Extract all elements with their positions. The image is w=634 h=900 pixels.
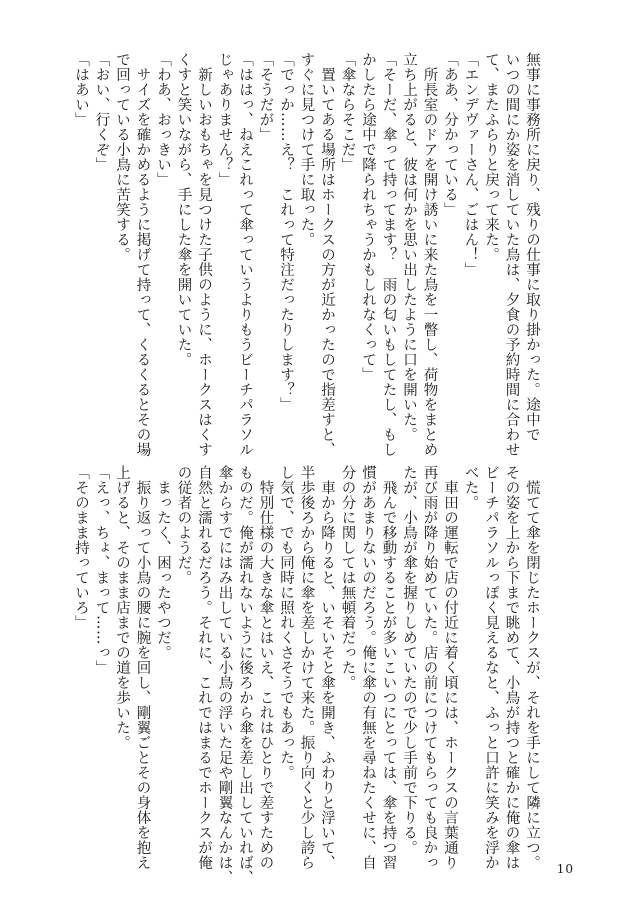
text-line: で回っている小鳥に苦笑する。 <box>114 52 130 262</box>
text-line: 立ち上がると、彼は何かを思い出したように口を開いた。 <box>401 52 417 442</box>
text-line: サイズを確かめるように掲げて持って、くるくるとその場 <box>134 52 151 457</box>
text-line: かしたら途中で降られちゃうかもしれなくって」 <box>360 52 376 382</box>
lower-text-block <box>71 465 543 885</box>
text-line: まったく、困ったやつだ。 <box>155 465 171 660</box>
text-line: 車から降りると、いそいそと傘を開き、ふわりと浮いて、 <box>319 465 335 870</box>
text-line: の従者のようだ。 <box>175 465 192 585</box>
text-line: たが、小鳥が傘を握りしめていたので少し手前で下りる。 <box>401 465 417 855</box>
text-line: 「でっか……え？ これって特注だったりします？」 <box>278 52 294 412</box>
text-line: 「そのまま持っていろ」 <box>73 465 89 630</box>
text-line: いつの間にか姿を消していた鳥は、夕食の予約時間に合わせ <box>503 52 520 457</box>
text-line: 「わあ、おっきい」 <box>155 52 171 187</box>
text-line: 置いてある場所はホークスの方が近かったので指差すと、 <box>319 52 335 457</box>
text-line: 特別仕様の大きな傘とはいえ、これはひとりで差すための <box>257 465 274 870</box>
text-line: くすと笑いながら、手にした傘を開いていた。 <box>175 52 192 367</box>
text-line: 「ああ、分かっている」 <box>442 52 458 217</box>
upper-text-block <box>71 52 543 457</box>
text-line: 「エンデヴァーさん、ごはん！」 <box>462 52 479 277</box>
text-line: 飛んで移動することが多いこいつにとっては、傘を持つ習 <box>380 465 397 870</box>
text-line: 「そーだ、傘って持ってます？ 雨の匂いもしてたし、もし <box>380 52 397 457</box>
text-line: 「おい、行くぞ」 <box>93 52 110 172</box>
text-line: ものだ。俺が濡れないように後ろから傘を差し出していれば、 <box>237 465 253 885</box>
text-line: じゃありません？」 <box>216 52 233 187</box>
text-line: て、またふらりと戻って来た。 <box>483 52 499 262</box>
text-line: 無事に事務所に戻り、残りの仕事に取り掛かった。途中で <box>524 52 540 442</box>
text-line: 「そうだが」 <box>257 52 274 142</box>
text-line: 慣があまりないのだろう。俺に傘の有無を尋ねたくせに、自 <box>360 465 376 870</box>
text-line: 「傘ならそこだ」 <box>339 52 356 172</box>
page-number: 10 <box>556 862 574 876</box>
text-line: 「はあい」 <box>73 52 89 127</box>
text-line: すぐに見つけて手に取った。 <box>298 52 315 247</box>
text-line: 「ははっ、ねえこれって傘っていうよりもうビーチパラソル <box>237 52 253 457</box>
text-line: 新しいおもちゃを見つけた子供のように、ホークスはくす <box>196 52 212 457</box>
text-line: 半歩後ろから俺に傘を差しかけて来た。振り向くと少し誇ら <box>298 465 315 870</box>
text-line: し気で、でも同時に照れくさそうでもあった。 <box>278 465 294 780</box>
text-line: 「えっ、ちょ、まって……っ」 <box>93 465 110 675</box>
text-line: ビーチパラソルっぽく見えるなと、ふっと口許に笑みを浮か <box>483 465 499 870</box>
text-line: 慌てて傘を閉じたホークスが、それを手にして隣に立つ。 <box>524 465 540 870</box>
text-line: 傘からすでにはみ出している小鳥の浮いた足や剛翼なんかは、 <box>216 465 233 885</box>
text-line: べた。 <box>462 465 479 510</box>
text-line: 所長室のドアを開け誘いに来た鳥を一瞥し、荷物をまとめ <box>421 52 438 457</box>
text-line: 再び雨が降り始めていた。店の前につけてもらっても良かっ <box>421 465 438 870</box>
text-line: 上げると、そのまま店までの道を歩いた。 <box>114 465 130 750</box>
text-line: 車田の運転で店の付近に着く頃には、ホークスの言葉通り <box>442 465 458 870</box>
text-line: 自然と濡れるだろう。それに、これではまるでホークスが俺 <box>196 465 212 870</box>
text-line: その姿を上から下まで眺めて、小鳥が持つと確かに俺の傘は <box>503 465 520 870</box>
text-line: 振り返って小鳥の腰に腕を回し、剛翼ごとその身体を抱え <box>134 465 151 870</box>
text-line: 分の分に関しては無頓着だった。 <box>339 465 356 690</box>
